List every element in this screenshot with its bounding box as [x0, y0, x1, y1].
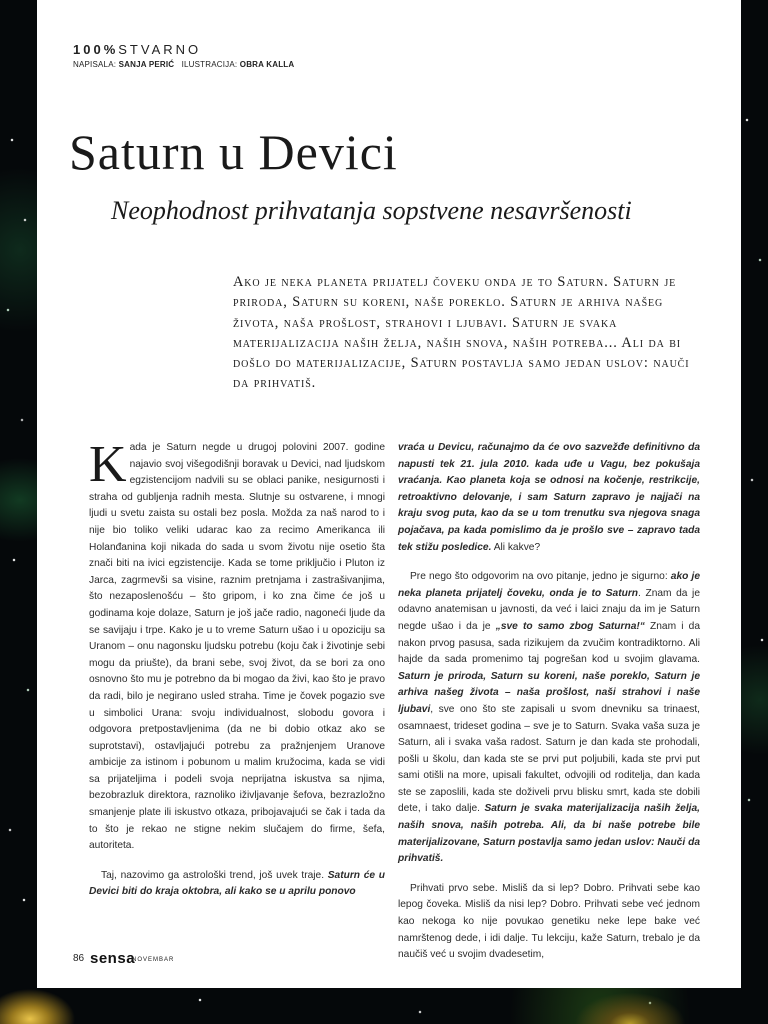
author-name: SANJA PERIĆ: [118, 60, 175, 69]
magazine-page: [37, 0, 741, 988]
paragraph-1-text: ada je Saturn negde u drugoj polovini 2007. godine najavio svoj višegodišnji boravak u Devici, nad ljudskom egzistencijom nadvili su se oblaci panike, nesigurnosti i straha od gubljenja radnih mesta. Slutnje su ostvarene, i mnogi ljudi u svetu zaista su ostali bez posla. Možda za naš narod to i nije bio toliko veliki udarac kao za recimo Amerikanca ili Holanđanina koji nikada do sada u svom životu nije osetio šta znači biti na ivici egzistencije. Kada se tome priključio i Pluton iz Jarca, zagrmevši sa visine, raznim pretnjama i zastrašivanjima, što nezaposlenošću – što gripom, i ko zna čime će još u godinama koje dolaze, Saturn je još jače radio, nagoneći ljude da se savijaju i trpe. Kako je u to vreme Saturn ušao i u opoziciju sa Uranom – onu nagonsku ljudsku potrebu (koju čak i životinje sebi mogu da priušte), da brani sebe, svoj život, da se bori za ono osnovno što mu je potrebno da bi mogao da živi, kao što je pravo da radi, bilo je negirano usled straha. Time je čovek pogazio sve u simbolici Urana: svoju individualnost, slobodu govora i odgovora pretpostavljenima (da ne bi dobio otkaz ako se suprotstavi), ostavljajući potrebu za pražnjenjem Uranove ambicije za istinom i pobunom u malim kružocima, kada se vidi sa prijateljima i podeli svoja neprijatna iskustva sa njima, bezobrazluk direktora, raznoliko iživljavanje šefova, bezrazložno smanjenje plate ili iskustvo otkaza, pribojavajući se čak i tada da to što je rekao ne stigne nekim slučajem do firme, šefa, autoriteta.: [89, 442, 385, 852]
section-kicker: [73, 42, 201, 57]
paragraph-2-text: Taj, nazovimo ga astrološki trend, još uvek traje.: [101, 869, 328, 881]
p4-g: , sve ono što ste zapisali u svom dnevniku sa trinaest, osamnaest, trideset godina – sve je to Saturn. Svaka vaša suza je Saturn, ali i svaka vaša radost. Saturn je dan kada ste prohodali, pošli u školu, dan kada ste se prvi put poljubili, kada ste prvi put sami otišli na more, upisali fakultet, odvojili od roditelja, dan kada ste se zaposlili, kada ste doživeli prvu blisku smrt, kada ste dobili dete, i tako dalje.: [398, 703, 700, 815]
article-subtitle: Neophodnost prihvatanja sopstvene nesavršenosti: [111, 196, 632, 225]
paragraph-3-text: Ali kakve?: [491, 541, 541, 553]
illustration-label: ILUSTRACIJA:: [181, 60, 238, 69]
p4-f: Saturn je priroda, Saturn su koreni, naše poreklo, Saturn je arhiva našeg života – naša prošlost, naši strahovi i naše ljubavi: [398, 670, 700, 715]
p4-b: ako je neka planeta prijatelj čoveku, onda je to Saturn: [398, 571, 700, 599]
issue-month: NOVEMBAR: [132, 957, 175, 963]
flower-glow-decoration: [0, 979, 90, 1024]
illustrator-name: OBRA KALLA: [239, 60, 295, 69]
flower-glow-decoration-right: [560, 984, 700, 1024]
magazine-logo: sensa: [90, 950, 136, 967]
credits: [73, 60, 294, 69]
p4-d: „sve to samo zbog Saturna!“: [495, 620, 645, 632]
p4-h: Saturn je svaka materijalizacija naših želja, naših snova, naših potreba. Ali, da bi naše potrebe bile materijalizovane, Saturn postavlja samo jedan uslov: Nauči da prihvatiš.: [398, 803, 700, 865]
page-number: 86: [73, 953, 85, 964]
kicker-bold: 100%: [73, 42, 119, 57]
drop-cap: K: [89, 436, 127, 493]
p4-a: Pre nego što odgovorim na ovo pitanje, jedno je sigurno:: [410, 571, 671, 583]
paragraph-4: [398, 569, 700, 868]
p4-c: . Znam da je odavno anatemisan u javnosti, da već i laici znaju da im je Saturn negde ušao i da je: [398, 587, 700, 632]
paragraph-5: Prihvati prvo sebe. Misliš da si lep? Dobro. Prihvati sebe kao lepog čoveka. Misliš da nisi lep? Dobro. Prihvati sebe već jednom kao nekoga ko nije povukao genetiku neke lepe bake već namrštenog dede, i idi dalje. Tu lekciju, kaže Saturn, trebalo je da naučiš već u svojim dvadesetim,: [398, 882, 700, 961]
article-lead: Ako je neka planeta prijatelj čoveku onda je to Saturn. Saturn je priroda, Saturn su koreni, naše poreklo. Saturn je arhiva našeg života, naša prošlost, strahovi i ljubavi. Saturn je svaka materijalizacija naših želja, naših snova, naših potreba... Ali da bi došlo do materijalizacije, Saturn postavlja samo jedan uslov: nauči da prihvatiš.: [233, 274, 690, 392]
paragraph-3: [398, 440, 700, 556]
text-column-left: [89, 436, 385, 914]
paragraph-2: [89, 868, 385, 901]
paragraph-3-emphasis: vraća u Devicu, računajmo da će ovo sazvežđe definitivno da napusti tek 21. jula 2010. kada uđe u Vagu, bez pokušaja vraćanja. Kao planeta koja se odnosi na kočenje, restrikcije, retroaktivno delovanje, i sam Saturn zapravo je najjači na kraju svog puta, kao da se u tom trenutku sva njegova snaga pojačava, pa kada pomislimo da je prošlo sve – zapravo tada tek stižu posledice.: [398, 442, 700, 553]
paragraph-2-emphasis: Saturn će u Devici biti do kraja oktobra, ali kako se u aprilu ponovo: [89, 869, 385, 898]
paragraph-1: [89, 436, 385, 855]
article-title: Saturn u Devici: [69, 124, 398, 180]
author-label: NAPISALA:: [73, 60, 117, 69]
kicker-rest: STVARNO: [118, 42, 202, 57]
text-column-right: [398, 440, 700, 977]
p4-e: Znam i da nakon prvog pasusa, sada rizikujem da zvučim kontradiktorno. Ali hajde da sada promenimo taj pogrešan kod u svojim glavama.: [398, 620, 700, 666]
